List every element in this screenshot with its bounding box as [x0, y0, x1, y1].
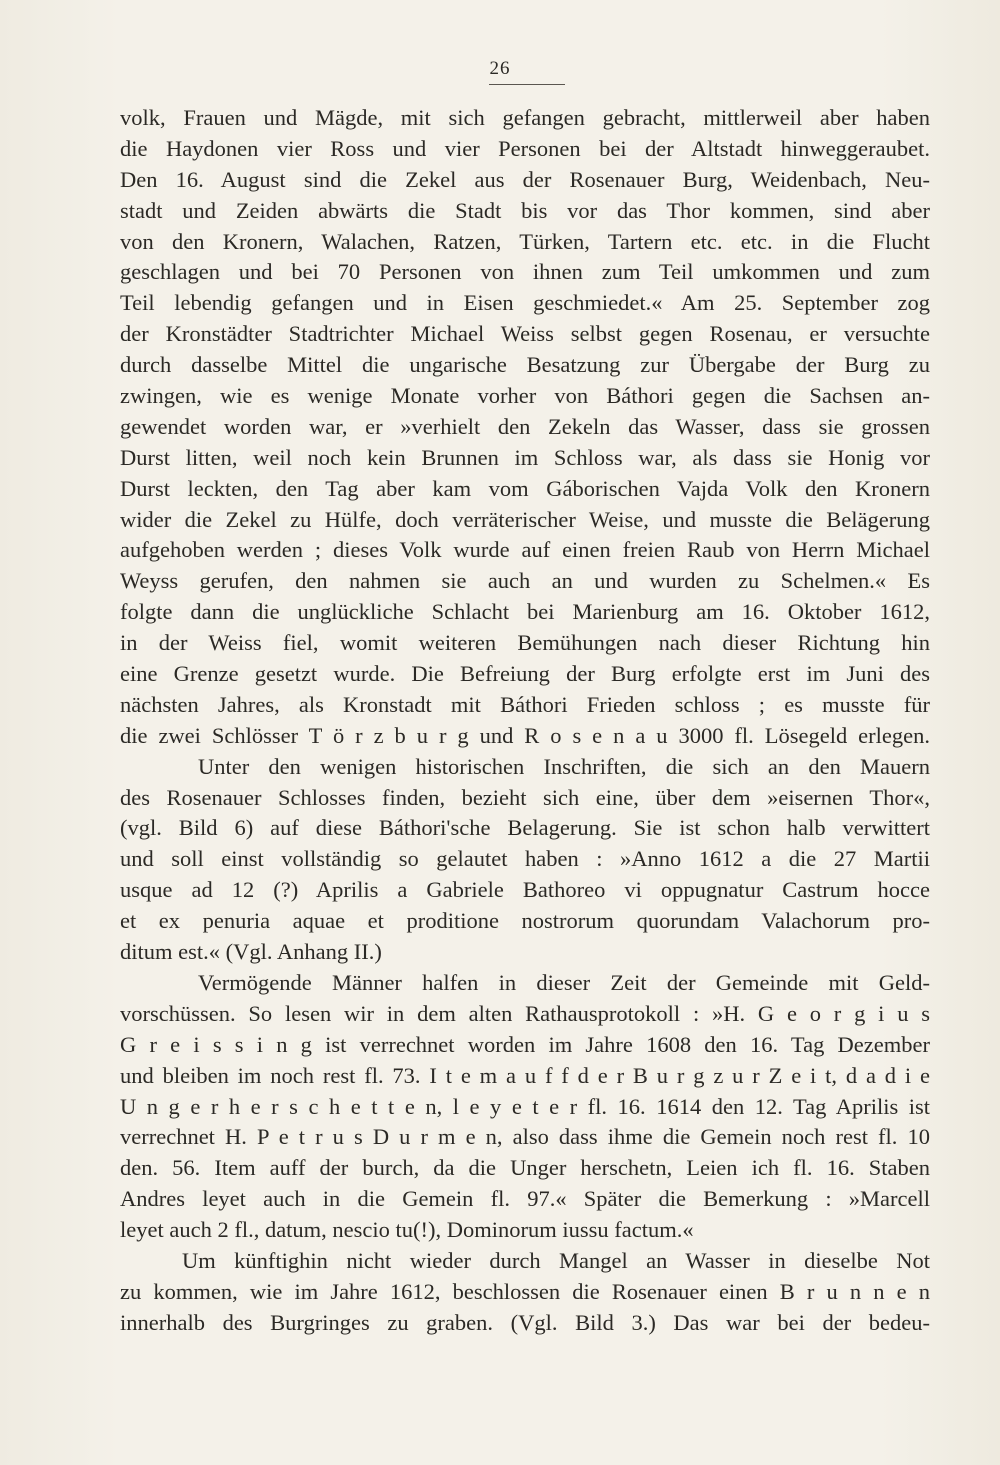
text-line: zwingen, wie es wenige Monate vorher von Báthori gegen die Sachsen an- [120, 383, 930, 409]
paragraph-first-line: Unter den wenigen historischen Inschriften, die sich an den Mauern [198, 753, 930, 779]
text-line: Den 16. August sind die Zekel aus der Rosenauer Burg, Weidenbach, Neu- [120, 166, 930, 192]
text-line: der Kronstädter Stadtrichter Michael Weiss selbst gegen Rosenau, er versuchte [120, 321, 930, 347]
body-text [120, 103, 930, 1339]
text-line: G r e i s s i n g ist verrechnet worden im Jahre 1608 den 16. Tag Dezember [120, 1031, 930, 1057]
text-line: und bleiben im noch rest fl. 73. I t e m a u f f d e r B u r g z u r Z e i t, d a d i e [120, 1062, 930, 1088]
text-line: durch dasselbe Mittel die ungarische Besatzung zur Übergabe der Burg zu [120, 352, 930, 378]
text-line: folgte dann die unglückliche Schlacht bei Marienburg am 16. Oktober 1612, [120, 599, 930, 625]
text-line: die zwei Schlösser T ö r z b u r g und R o s e n a u 3000 fl. Lösegeld erlegen. [120, 722, 930, 748]
text-line: wider die Zekel zu Hülfe, doch verräterischer Weise, und musste die Belägerung [120, 506, 930, 532]
text-line: stadt und Zeiden abwärts die Stadt bis vor das Thor kommen, sind aber [120, 197, 930, 223]
text-line: gewendet worden war, er »verhielt den Zekeln das Wasser, dass sie grossen [120, 413, 930, 439]
text-line: Durst litten, weil noch kein Brunnen im Schloss war, als dass sie Honig vor [120, 444, 930, 470]
paragraph-first-line: Vermögende Männer halfen in dieser Zeit der Gemeinde mit Geld- [198, 969, 930, 995]
page-number: 26 [489, 58, 511, 79]
text-line: aufgehoben werden ; dieses Volk wurde auf einen freien Raub von Herrn Michael [120, 537, 930, 563]
text-line: von den Kronern, Walachen, Ratzen, Türken, Tartern etc. etc. in die Flucht [120, 228, 930, 254]
paragraph-last-line: ditum est.« (Vgl. Anhang II.) [120, 939, 382, 965]
text-line: zu kommen, wie im Jahre 1612, beschlossen die Rosenauer einen B r u n n e n [120, 1278, 930, 1304]
text-line: innerhalb des Burgringes zu graben. (Vgl. Bild 3.) Das war bei der bedeu- [120, 1309, 930, 1335]
text-line: die Haydonen vier Ross und vier Personen bei der Altstadt hinweggeraubet. [120, 135, 930, 161]
text-line: volk, Frauen und Mägde, mit sich gefangen gebracht, mittlerweil aber haben [120, 105, 930, 130]
paragraph-last-line: leyet auch 2 fl., datum, nescio tu(!), Dominorum iussu factum.« [120, 1217, 694, 1243]
text-line: den. 56. Item auff der burch, da die Unger herschetn, Leien ich fl. 16. Staben [120, 1155, 930, 1181]
text-line: verrechnet H. P e t r u s D u r m e n, also dass ihme die Gemein noch rest fl. 10 [120, 1124, 930, 1150]
page-number-rule [489, 84, 565, 85]
text-line: Durst leckten, den Tag aber kam vom Gáborischen Vajda Volk den Kronern [120, 475, 930, 501]
text-line: in der Weiss fiel, womit weiteren Bemühungen nach dieser Richtung hin [120, 630, 930, 656]
text-line: Teil lebendig gefangen und in Eisen geschmiedet.« Am 25. September zog [120, 290, 930, 316]
text-line: des Rosenauer Schlosses finden, bezieht sich eine, über dem »eisernen Thor«, [120, 784, 930, 810]
text-line: nächsten Jahres, als Kronstadt mit Báthori Frieden schloss ; es musste für [120, 691, 930, 717]
text-line: U n g e r h e r s c h e t t e n, l e y e t e r fl. 16. 1614 den 12. Tag Aprilis ist [120, 1093, 930, 1119]
text-line: et ex penuria aquae et proditione nostrorum quorundam Valachorum pro- [120, 908, 930, 934]
text-line: (vgl. Bild 6) auf diese Báthori'sche Belagerung. Sie ist schon halb verwittert [120, 815, 930, 841]
text-line: usque ad 12 (?) Aprilis a Gabriele Bathoreo vi oppugnatur Castrum hocce [120, 877, 930, 903]
text-line: geschlagen und bei 70 Personen von ihnen zum Teil umkommen und zum [120, 259, 930, 285]
text-line: und soll einst vollständig so gelautet haben : »Anno 1612 a die 27 Martii [120, 846, 930, 872]
paragraph-first-line: Um künftighin nicht wieder durch Mangel an Wasser in dieselbe Not [182, 1247, 930, 1273]
text-line: vorschüssen. So lesen wir in dem alten Rathausprotokoll : »H. G e o r g i u s [120, 1000, 930, 1026]
text-line: Weyss gerufen, den nahmen sie auch an und wurden zu Schelmen.« Es [120, 568, 930, 594]
text-line: Andres leyet auch in die Gemein fl. 97.« Später die Bemerkung : »Marcell [120, 1186, 930, 1212]
text-line: eine Grenze gesetzt wurde. Die Befreiung der Burg erfolgte erst im Juni des [120, 661, 930, 687]
